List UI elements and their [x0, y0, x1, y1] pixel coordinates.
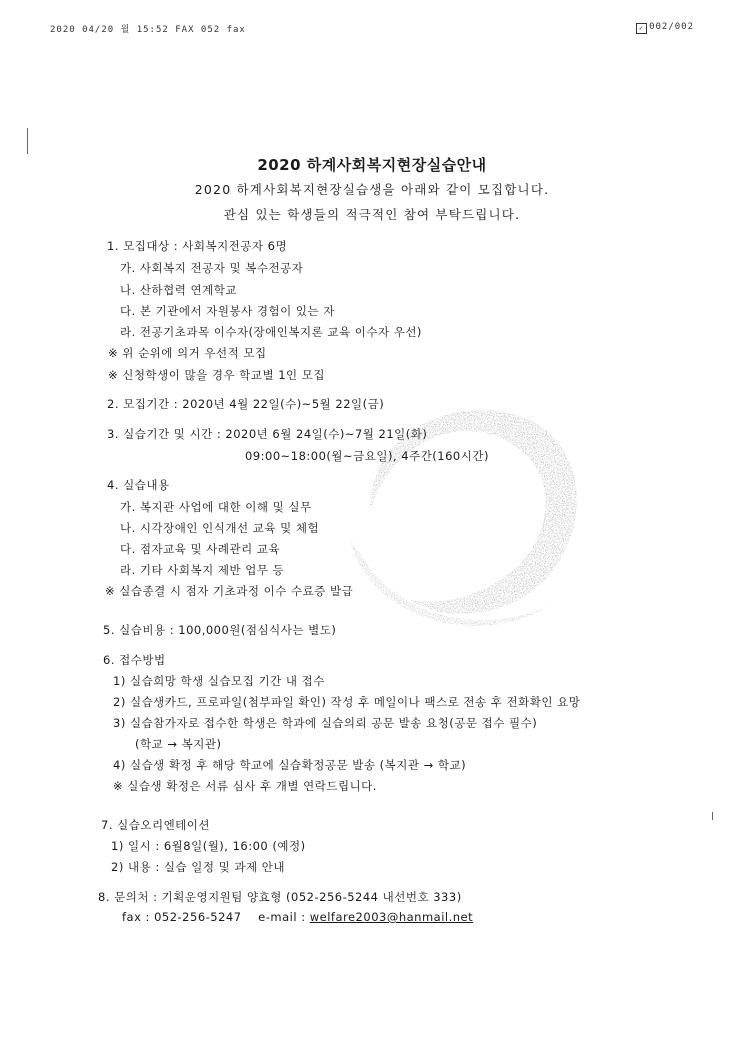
document-title: 2020 하계사회복지현장실습안내: [257, 156, 487, 174]
fax-header: [50, 22, 694, 38]
email-link[interactable]: welfare2003@hanmail.net: [309, 910, 474, 924]
section-6-item: (학교 → 복지관): [135, 737, 222, 751]
section-5-heading: 5. 실습비용 : 100,000원(점심식사는 별도): [103, 623, 337, 637]
section-6-item: 1) 실습희망 학생 실습모집 기간 내 접수: [113, 674, 325, 688]
section-6-note: ※ 실습생 확정은 서류 심사 후 개별 연락드립니다.: [113, 779, 377, 793]
section-1-note: ※ 신청학생이 많을 경우 학교별 1인 모집: [108, 368, 326, 382]
subtitle-line-1: 2020 하계사회복지현장실습생을 아래와 같이 모집합니다.: [194, 182, 550, 197]
section-1-item: 나. 산하협력 연계학교: [120, 283, 237, 297]
section-7-item: 1) 일시 : 6월8일(월), 16:00 (예정): [111, 839, 306, 853]
section-1-note: ※ 위 순위에 의거 우선적 모집: [108, 346, 267, 360]
section-1-item: 다. 본 기관에서 자원봉사 경험이 있는 자: [120, 304, 335, 318]
fax-page-count: 002/002: [649, 22, 694, 32]
section-6-item: 3) 실습참가자로 접수한 학생은 학과에 실습의뢰 공문 발송 요청(공문 접수 필수): [113, 716, 538, 730]
section-4-item: 라. 기타 사회복지 제반 업무 등: [120, 563, 285, 577]
fax-header-left: 2020 04/20 월 15:52 FAX 052 fax: [50, 25, 246, 35]
section-4-item: 가. 복지관 사업에 대한 이해 및 실무: [120, 500, 312, 514]
subtitle-line-2: 관심 있는 학생들의 적극적인 참여 부탁드립니다.: [223, 207, 521, 222]
left-margin-mark: [27, 128, 28, 154]
section-6-item: 4) 실습생 확정 후 해당 학교에 실습확정공문 발송 (복지관 → 학교): [113, 758, 467, 772]
section-2-heading: 2. 모집기간 : 2020년 4월 22일(수)~5월 22일(금): [107, 397, 385, 411]
section-7-heading: 7. 실습오리엔테이션: [101, 818, 210, 832]
section-1-heading: 1. 모집대상 : 사회복지전공자 6명: [107, 239, 288, 253]
section-4-item: 다. 점자교육 및 사례관리 교육: [120, 542, 281, 556]
right-margin-mark: [712, 812, 713, 820]
section-6-heading: 6. 접수방법: [103, 653, 166, 667]
section-8-contact: [122, 910, 473, 924]
section-3-heading: 3. 실습기간 및 시간 : 2020년 6월 24일(수)~7월 21일(화): [107, 427, 428, 441]
section-7-item: 2) 내용 : 실습 일정 및 과제 안내: [111, 860, 285, 874]
section-4-heading: 4. 실습내용: [107, 478, 170, 492]
fax-number: fax : 052-256-5247 e-mail :: [122, 910, 310, 924]
section-1-item: 라. 전공기초과목 이수자(장애인복지론 교육 이수자 우선): [120, 325, 422, 339]
fax-header-right: [636, 22, 694, 34]
section-4-note: ※ 실습종결 시 점자 기초과정 이수 수료증 발급: [105, 584, 354, 598]
section-8-heading: 8. 문의처 : 기획운영지원팀 양효형 (052-256-5244 내선번호 333): [98, 890, 462, 904]
fax-checkbox-icon: ✓: [636, 23, 647, 34]
section-4-item: 나. 시각장애인 인식개선 교육 및 체험: [120, 521, 320, 535]
section-6-item: 2) 실습생카드, 프로파일(첨부파일 확인) 작성 후 메일이나 팩스로 전송 후 전화확인 요망: [113, 695, 581, 709]
section-1-item: 가. 사회복지 전공자 및 복수전공자: [120, 261, 304, 275]
section-3-detail: 09:00~18:00(월~금요일), 4주간(160시간): [245, 449, 489, 463]
